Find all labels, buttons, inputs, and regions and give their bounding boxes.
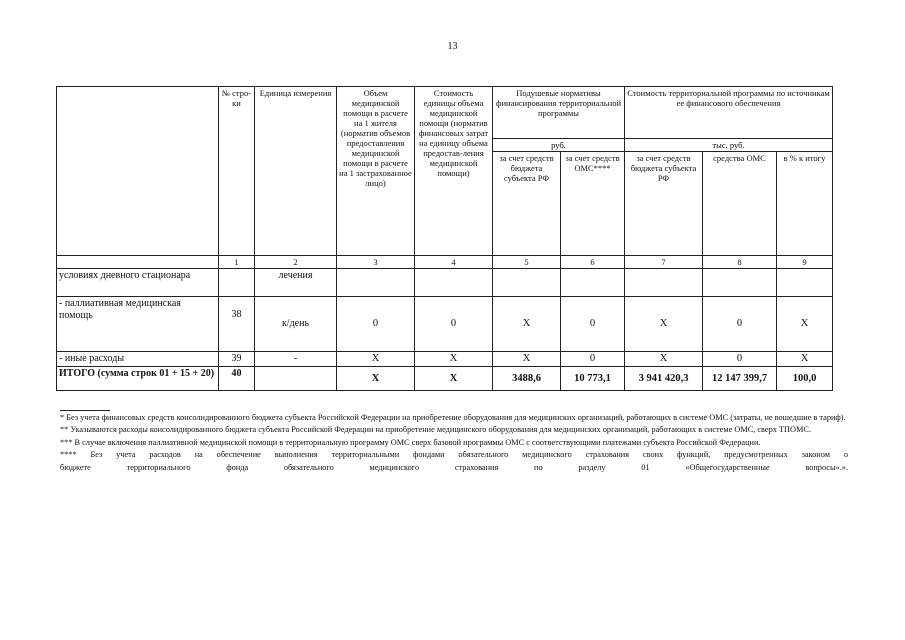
footnote: бюджете территориального фонда обязательного медицинского страхования по разделу 01 «Общегосударственные вопросы».». <box>60 462 848 472</box>
row-value: 0 <box>337 297 415 352</box>
table-row <box>57 352 833 367</box>
row-name: ИТОГО (сумма строк 01 + 15 + 20) <box>57 367 219 391</box>
row-value: Х <box>415 367 493 391</box>
column-number: 6 <box>561 256 625 269</box>
row-value <box>337 269 415 297</box>
row-value: 3 941 420,3 <box>625 367 703 391</box>
column-number: 8 <box>703 256 777 269</box>
column-number: 2 <box>255 256 337 269</box>
row-name: условиях дневного стационара <box>57 269 219 297</box>
header-oms-cost: средства ОМС <box>703 152 777 256</box>
column-number: 3 <box>337 256 415 269</box>
row-value: Х <box>777 297 833 352</box>
row-value <box>625 269 703 297</box>
header-thous-rub: тыс. руб. <box>625 139 833 152</box>
row-value: 12 147 399,7 <box>703 367 777 391</box>
row-name: - паллиативная медицинская помощь <box>57 297 219 352</box>
row-value: Х <box>625 297 703 352</box>
row-value <box>493 269 561 297</box>
header-budget-per-capita: за счет средств бюджета субъекта РФ <box>493 152 561 256</box>
cost-table <box>56 86 833 391</box>
row-value: 0 <box>703 352 777 367</box>
table-row <box>57 297 833 352</box>
row-value: Х <box>415 352 493 367</box>
column-number: 5 <box>493 256 561 269</box>
row-value: 10 773,1 <box>561 367 625 391</box>
header-volume: Объем медицинской помощи в расчете на 1 жителя (норматив объемов предоставления медицинской помощи в расчете на 1 застрахованное лицо) <box>337 87 415 256</box>
footnote-divider <box>60 410 110 411</box>
row-value: 0 <box>561 352 625 367</box>
row-value: Х <box>493 352 561 367</box>
column-number: 1 <box>219 256 255 269</box>
row-value: 0 <box>703 297 777 352</box>
column-numbers-row <box>57 256 833 269</box>
row-value <box>703 269 777 297</box>
row-value: 0 <box>561 297 625 352</box>
footnote: **** Без учета расходов на обеспечение выполнения территориальными фондами обязательного медицинского страхования своих функций, предусмотренных законом о <box>60 450 848 460</box>
page-number: 13 <box>447 41 458 52</box>
row-unit: к/день <box>255 297 337 352</box>
footnote: ** Указываются расходы консолидированного бюджета субъекта Российской Федерации на приобретение медицинского оборудования для медицинских организаций, работающих в системе ОМС, сверх ТПОМС. <box>60 425 812 435</box>
row-name: - иные расходы <box>57 352 219 367</box>
column-number: 9 <box>777 256 833 269</box>
row-value: Х <box>777 352 833 367</box>
column-number <box>57 256 219 269</box>
header-rub: руб. <box>493 139 625 152</box>
row-value: 3488,6 <box>493 367 561 391</box>
table-row <box>57 269 833 297</box>
footnotes <box>60 410 848 474</box>
header-per-capita: Подушевые нормативы финансирования территориальной программы <box>493 87 625 139</box>
header-unit-cost: Стоимость единицы объема медицинской помощи (норматив финансовых затрат на единицу объема предостав-ления медицинской помощи) <box>415 87 493 256</box>
footnote: * Без учета финансовых средств консолидированного бюджета субъекта Российской Федерации на приобретение оборудования для медицинских организаций, работающих в системе ОМС (затраты, не вошедшие в тариф). <box>60 413 846 422</box>
header-budget-cost: за счет средств бюджета субъекта РФ <box>625 152 703 256</box>
row-number <box>219 269 255 297</box>
header-percent: в % к итогу <box>777 152 833 256</box>
header-unit: Единица измерения <box>255 87 337 256</box>
row-value: Х <box>625 352 703 367</box>
row-unit: лечения <box>255 269 337 297</box>
header-program-cost: Стоимость территориальной программы по источникам ее финансового обеспечения <box>625 87 833 139</box>
header-oms-per-capita: за счет средств ОМС**** <box>561 152 625 256</box>
header-row-1 <box>57 87 833 139</box>
row-number: 38 <box>219 297 255 352</box>
row-value: Х <box>337 352 415 367</box>
column-number: 4 <box>415 256 493 269</box>
row-value: Х <box>493 297 561 352</box>
row-value: Х <box>337 367 415 391</box>
column-number: 7 <box>625 256 703 269</box>
row-value <box>777 269 833 297</box>
row-value <box>415 269 493 297</box>
row-unit <box>255 367 337 391</box>
table-row-total <box>57 367 833 391</box>
footnote: *** В случае включения паллиативной медицинской помощи в территориальную программу ОМС сверх базовой программы ОМС с соответствующими платежами субъекта Российской Федерации. <box>60 437 761 447</box>
row-number: 39 <box>219 352 255 367</box>
row-value: 100,0 <box>777 367 833 391</box>
row-unit: - <box>255 352 337 367</box>
row-number: 40 <box>219 367 255 391</box>
row-value: 0 <box>415 297 493 352</box>
header-empty <box>57 87 219 256</box>
row-value <box>561 269 625 297</box>
header-row-number: № стро-ки <box>219 87 255 256</box>
